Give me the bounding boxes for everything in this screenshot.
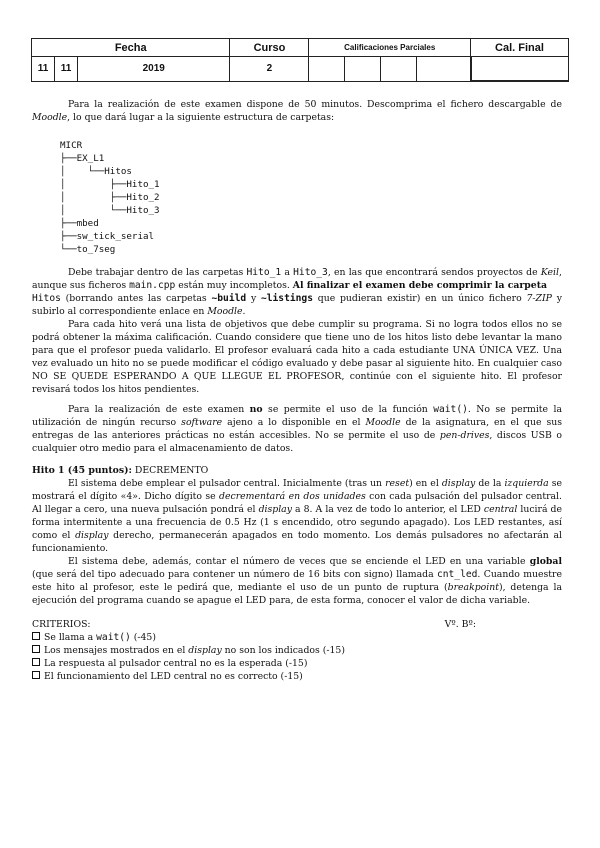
curso-value: 2 xyxy=(230,57,309,82)
visto-bueno-label: Vº. Bº: xyxy=(444,619,476,630)
intro-paragraph: Para la realización de este examen dispone de 50 minutos. Descomprima el fichero descargable de Moodle, lo que dará lugar a la siguiente estructura de carpetas: xyxy=(32,99,562,123)
fecha-day: 11 xyxy=(32,57,55,82)
checkbox-icon xyxy=(32,658,40,666)
checkbox-icon xyxy=(32,645,40,653)
fecha-year: 2019 xyxy=(78,57,230,82)
fecha-month: 11 xyxy=(55,57,78,82)
folder-tree: MICR ├──EX_L1 │ └──Hitos │ ├──Hito_1 │ ├──Hito_2 │ └──Hito_3 ├──mbed ├──sw_tick_serial └──to_7seg xyxy=(60,140,160,255)
criterion-item: El funcionamiento del LED central no es correcto (-15) xyxy=(32,670,562,683)
hito1-heading: Hito 1 (45 puntos): DECREMENTO xyxy=(32,465,209,476)
instructions-paragraph: Debe trabajar dentro de las carpetas Hito_1 a Hito_3, en las que encontrará sendos proyectos de Keil, aunque sus ficheros main.cpp están muy incompletos. Al finalizar el examen debe comprimir la carpeta Hitos (borrando antes las carpetas ~build y ~listings que pudieran existir) en un único fichero 7-ZIP y subirlo al correspondiente enlace en Moodle. xyxy=(32,267,562,317)
calfinal-header: Cal. Final xyxy=(471,39,569,57)
criteria-list xyxy=(32,618,562,683)
partial-grade-1 xyxy=(309,57,345,82)
curso-header: Curso xyxy=(230,39,309,57)
hito1-paragraph-1: El sistema debe emplear el pulsador central. Inicialmente (tras un reset) en el display de la izquierda se mostrará el dígito «4». Dicho dígito se decrementará en dos unidades con cada pulsación del pulsador central. Al llegar a cero, una nueva pulsación pondrá el display a 8. A la vez de todo lo anterior, el LED central lucirá de forma intermitente a una frecuencia de 0.5 Hz (1 s encendido, otro segundo apagado). Los LED restantes, así como el display derecho, permanecerán apagados en todo momento. Los demás pulsadores no afectarán al funcionamiento. xyxy=(32,478,563,554)
restrictions-paragraph: Para la realización de este examen no se permite el uso de la función wait(). No se permite la utilización de ningún recurso software ajeno a lo disponible en el Moodle de la asignatura, en el que sus entregas de las anteriores prácticas no están accesibles. No se permite el uso de pen-drives, discos USB o cualquier otro medio para el almacenamiento de datos. xyxy=(32,404,562,454)
partial-grade-2 xyxy=(345,57,381,82)
evaluation-paragraph: Para cada hito verá una lista de objetivos que debe cumplir su programa. Si no logra todos ellos no se podrá obtener la máxima calificación. Cuando considere que tiene uno de los hitos listo debe levantar la mano para que el profesor pueda validarlo. El profesor evaluará cada hito a cada estudiante UNA ÚNICA VEZ. Una vez evaluado un hito no se puede modificar el código evaluado y debe pasar al siguiente hito. En cualquier caso NO SE QUEDE ESPERANDO A QUE LLEGUE EL PROFESOR, continúe con el siguiente hito. El profesor revisará todos los hitos pendientes. xyxy=(32,319,562,395)
calificaciones-header: Calificaciones Parciales xyxy=(309,39,471,57)
final-grade xyxy=(471,57,569,82)
partial-grade-3 xyxy=(381,57,417,82)
criterion-item: La respuesta al pulsador central no es la esperada (-15) xyxy=(32,657,562,670)
fecha-header: Fecha xyxy=(32,39,230,57)
checkbox-icon xyxy=(32,671,40,679)
exam-body xyxy=(32,98,562,683)
criteria-label: CRITERIOS: xyxy=(32,619,91,630)
hito1-paragraph-2: El sistema debe, además, contar el número de veces que se enciende el LED en una variable global (que será del tipo adecuado para contener un número de 16 bits con signo) llamada cnt_led. Cuando muestre este hito al profesor, este le pedirá que, mediante el uso de un punto de ruptura (breakpoint), detenga la ejecución del programa cuando se apague el LED para, de esta forma, conocer el valor de dicha variable. xyxy=(32,556,562,606)
checkbox-icon xyxy=(32,632,40,640)
criterion-item: Los mensajes mostrados en el display no son los indicados (-15) xyxy=(32,644,562,657)
partial-grade-4 xyxy=(417,57,471,82)
criterion-item: Se llama a wait() (-45) xyxy=(32,631,562,644)
grade-header-table xyxy=(31,38,569,82)
